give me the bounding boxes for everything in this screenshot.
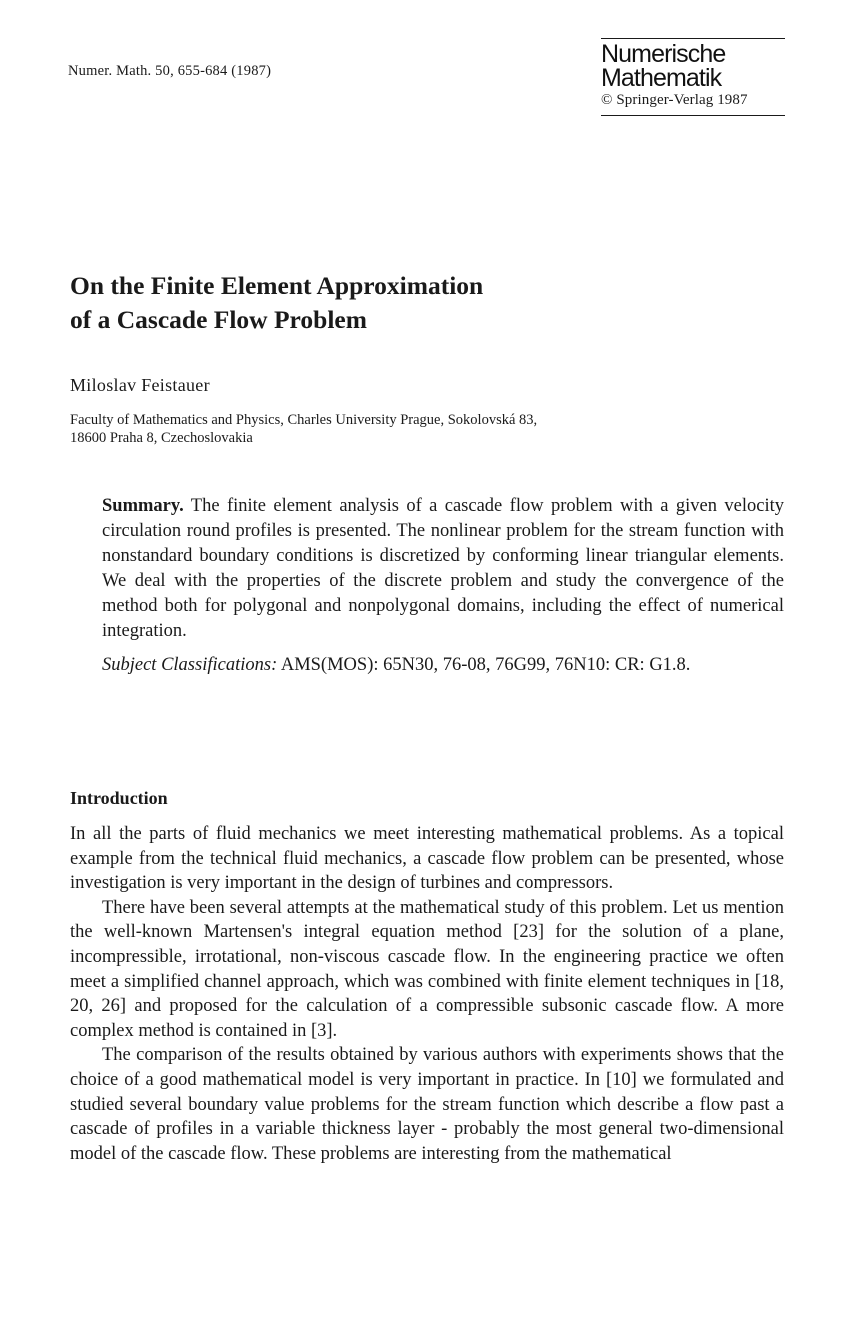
abstract <box>102 494 784 678</box>
author-name: Miloslav Feistauer <box>70 375 210 395</box>
summary-paragraph <box>102 494 784 644</box>
journal-name-line1: Numerische <box>601 40 726 68</box>
copyright-notice: © Springer-Verlag 1987 <box>601 92 748 108</box>
classification-label: Subject Classifications: <box>102 655 278 675</box>
introduction-body <box>70 822 784 1166</box>
affiliation-line-1: Faculty of Mathematics and Physics, Charles University Prague, Sokolovská 83, <box>70 412 538 428</box>
title-line-1: On the Finite Element Approximation <box>70 271 484 300</box>
article-title <box>70 269 670 337</box>
intro-paragraph-3: The comparison of the results obtained by various authors with experiments shows that the choice of a good mathematical model is very important in practice. In [10] we formulated and studied several boundary value problems for the stream function which describe a flow past a cascade of profiles in a variable thickness layer - probably the most general two-dimensional model of the cascade flow. These problems are interesting from the mathematical <box>70 1045 784 1164</box>
subject-classifications <box>102 653 784 678</box>
masthead-top-rule <box>601 38 785 39</box>
intro-paragraph-2: There have been several attempts at the mathematical study of this problem. Let us mention the well-known Martensen's integral equation method [23] for the solution of a plane, incompressible, irrotational, non-viscous cascade flow. In the engineering practice we often meet a simplified channel approach, which was combined with finite element techniques in [18, 20, 26] and proposed for the calculation of a compressible subsonic cascade flow. A more complex method is contained in [3]. <box>70 897 784 1041</box>
title-line-2: of a Cascade Flow Problem <box>70 305 367 334</box>
introduction-heading: Introduction <box>70 788 168 808</box>
journal-masthead <box>601 38 785 116</box>
masthead-bottom-rule <box>601 115 785 116</box>
summary-text: The finite element analysis of a cascade flow problem with a given velocity circulation round profiles is presented. The nonlinear problem for the stream function with nonstandard boundary conditions is discretized by conforming linear triangular elements. We deal with the properties of the discrete problem and study the convergence of the method both for polygonal and nonpolygonal domains, including the effect of numerical integration. <box>102 496 784 641</box>
journal-citation: Numer. Math. 50, 655-684 (1987) <box>68 63 272 79</box>
intro-paragraph-1: In all the parts of fluid mechanics we meet interesting mathematical problems. As a topical example from the technical fluid mechanics, a cascade flow problem can be presented, whose investigation is very important in the design of turbines and compressors. <box>70 824 784 894</box>
summary-label: Summary. <box>102 496 184 516</box>
author-affiliation <box>70 411 710 447</box>
affiliation-line-2: 18600 Praha 8, Czechoslovakia <box>70 430 253 446</box>
classification-text: AMS(MOS): 65N30, 76-08, 76G99, 76N10: CR: G1.8. <box>277 655 691 675</box>
journal-name-line2: Mathematik <box>601 64 722 92</box>
